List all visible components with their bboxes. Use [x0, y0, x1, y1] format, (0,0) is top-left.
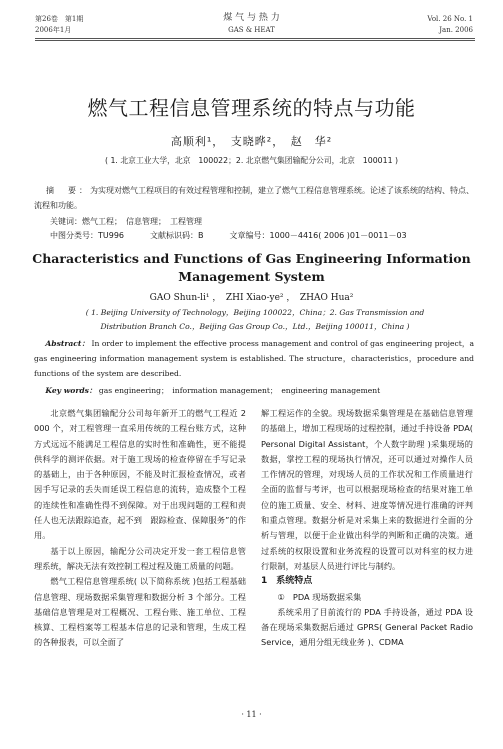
article-number: 文章编号：1000－4416( 2006 )01－0011－03	[229, 231, 407, 240]
affiliation-cn: ( 1. 北京工业大学，北京 100022；2. 北京燃气集团输配分公司，北京 100011 )	[104, 156, 399, 165]
abstract-cn-label: 摘 要：	[46, 186, 90, 195]
body-paragraph: 解工程运作的全貌。现场数据采集管理是在基础信息管理的基础上，增加工程现场的过程控制，通过手持设备 PDA( Personal Digital Assistant，个人数字助理 )采集现场的数据，掌控工程的现场执行情况，还可以通过对操作人员工作情况的管理，对现场人员的工作状况和工作质量进行全面的监督与考评，也可以根据现场检查的结果对施工单位的施工质量、安全、材料、进度等情况进行准确的评判和重点管理。数据分析是对采集上来的数据进行全面的分析与管理，以便于企业做出科学的判断和正确的决策。通过系统的权限设置和业务流程的设置可以对科室的权力进行限制，对基层人员进行评比与制约。	[261, 408, 473, 571]
abstract-en	[34, 336, 474, 381]
keywords-cn	[50, 214, 470, 229]
document-code: 文献标识码：B	[150, 231, 204, 240]
header-rule-double	[35, 40, 475, 41]
authors-en: GAO Shun-li¹ ， ZHI Xiao-ye² ， ZHAO Hua²	[149, 293, 354, 303]
body-paragraph: 系统采用了目前流行的 PDA 手持设备，通过 PDA 设备在现场采集数据后通过 GPRS( General Packet Radio Service，通用分组无线业务 )、CDMA	[261, 606, 473, 648]
journal-title-en: GAS & HEAT	[228, 26, 275, 34]
body-paragraph: 燃气工程信息管理系统( 以下简称系统 )包括工程基础信息管理、现场数据采集管理和数据分析 3 个部分。工程基础信息管理是对工程概况、工程台账、施工单位、工程核算、工程档案等工程基本信息的记录和管理，生成工程的各种报表，可以全面了	[34, 576, 246, 648]
affiliation-en	[60, 306, 450, 334]
classification-row	[50, 230, 480, 241]
article-title-cn: 燃气工程信息管理系统的特点与功能	[87, 96, 416, 120]
abstract-en-label: Abstract：	[45, 339, 90, 348]
section-heading: 1 系统特点	[261, 576, 313, 587]
abstract-cn	[34, 183, 474, 213]
article-title-en-line2: Management System	[178, 269, 325, 284]
page-number: · 11 ·	[241, 710, 262, 719]
article-title-en	[0, 250, 503, 286]
abstract-cn-text: 为实现对燃气工程项目的有效过程管理和控制，建立了燃气工程信息管理系统。论述了该系统的结构、特点、流程和功能。	[34, 186, 474, 210]
keywords-en-label: Key words：	[45, 386, 97, 395]
date-cn: 2006年1月	[35, 26, 72, 34]
keywords-en-text: gas engineering； information management； engineering management	[98, 386, 381, 395]
affiliation-en-line1: ( 1. Beijing University of Technology，Beijing 100022，China；2. Gas Transmission and	[85, 308, 425, 317]
authors-cn: 高顺利¹， 支晓晔²， 赵 华²	[170, 135, 333, 148]
body-right-column	[261, 406, 473, 651]
body-left-column	[34, 406, 246, 651]
article-title-en-line1: Characteristics and Functions of Gas Engineering Information	[32, 251, 471, 266]
keywords-cn-label: 关键词：	[50, 217, 82, 226]
journal-title-cn: 煤 气 与 热 力	[223, 13, 280, 23]
keywords-cn-text: 燃气工程； 信息管理； 工程管理	[82, 217, 202, 226]
volume-issue-en: Vol. 26 No. 1	[427, 15, 473, 23]
volume-issue-cn: 第26卷 第1期	[35, 15, 84, 23]
body-paragraph: 基于以上原因，输配分公司决定开发一套工程信息管理系统，解决无法有效控制工程过程及施工质量的问题。	[34, 545, 246, 571]
body-paragraph: 北京燃气集团输配分公司每年新开工的燃气工程近 2 000 个，对工程管理一直采用传统的工程台账方式，这种方式远远不能满足工程信息的实时性和准确性，更不能提供科学的测评依据。对于施工现场的检查停留在手写记录的基础上，由于各种原因，不能及时汇报检查情况，或者因手写记录的丢失而延误工程信息的流转，造成整个工程的连续性和准确性得不到保障。对于出现问题的工程和责任人也无法跟踪追查，起不到 跟踪检查、保障服务”的作用。	[34, 408, 246, 541]
clc-code: 中图分类号：TU996	[50, 231, 125, 240]
abstract-en-text: In order to implement the effective process management and control of gas engineering project，a gas engineering information management system is established. The structure，characteristics，procedure and functions of the system are described.	[34, 339, 474, 378]
date-en: Jan. 2006	[439, 26, 473, 34]
affiliation-en-line2: Distribution Branch Co.，Beijing Gas Group Co.，Ltd.，Beijing 100011，China )	[100, 322, 410, 331]
header-rule	[35, 38, 475, 39]
subsection-heading: ① PDA 现场数据采集	[277, 591, 362, 602]
keywords-en	[34, 383, 474, 398]
